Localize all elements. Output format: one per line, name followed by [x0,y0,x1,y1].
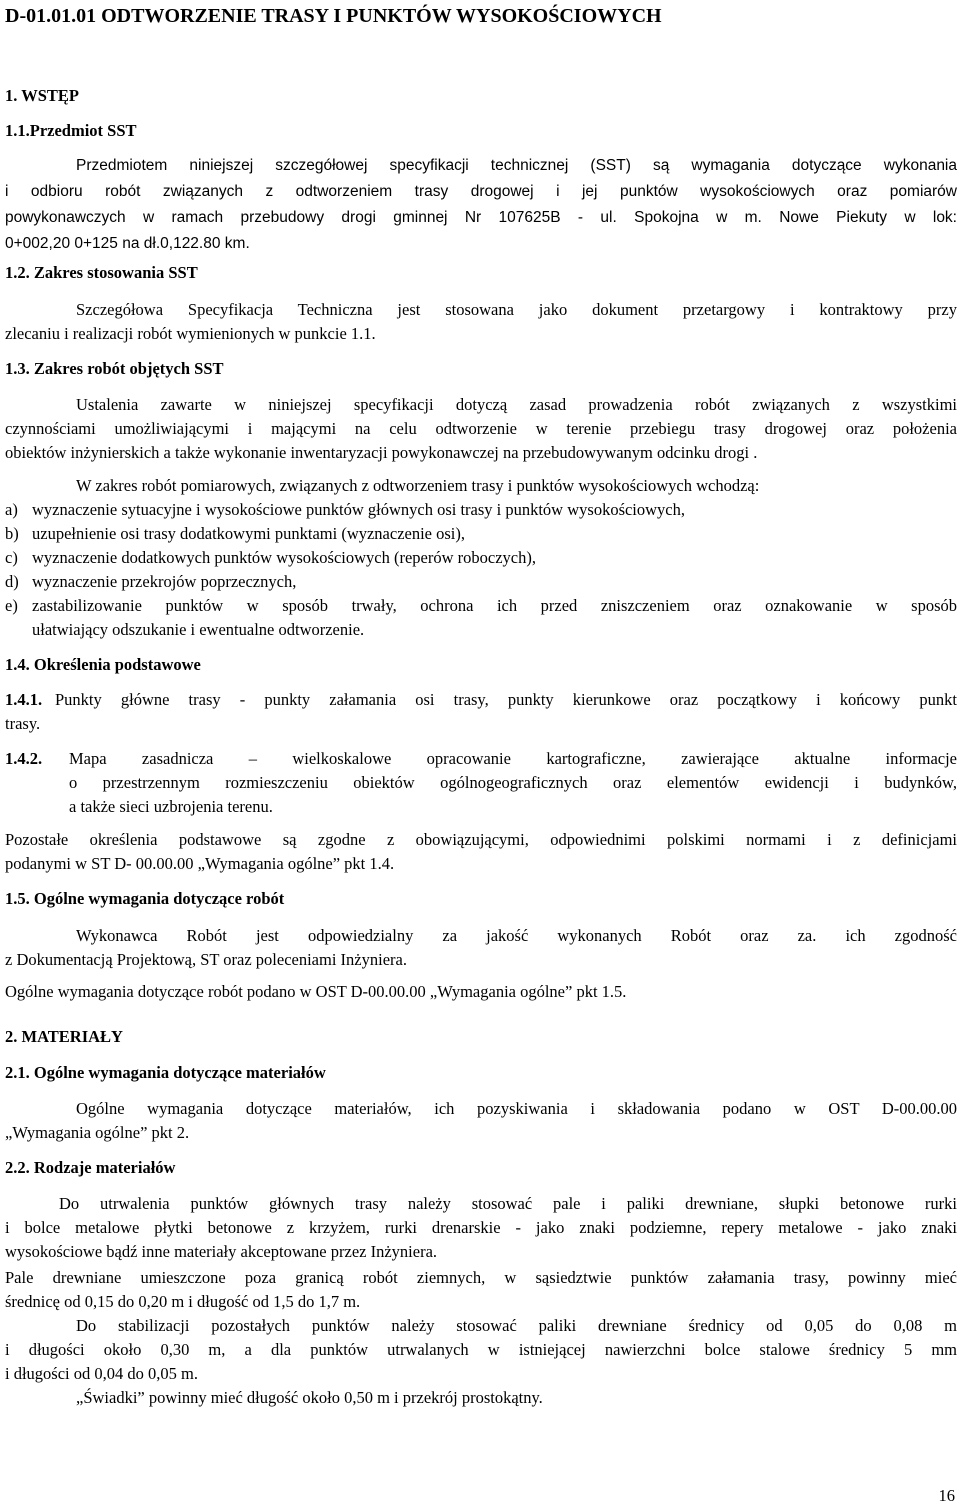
page-number: 16 [938,1486,955,1505]
p22c-line-3: i długości od 0,04 do 0,05 m. [5,1364,198,1383]
p21-line-1: Ogólne wymagania dotyczące materiałów, ich pozyskiwania i składowania podano w OST D-00.00.00 [76,1099,957,1118]
heading-1-3: 1.3. Zakres robót objętych SST [5,359,224,378]
def-1-4-2-line-1: Mapa zasadnicza – wielkoskalowe opracowanie kartograficzne, zawierające aktualne informacje [69,749,957,768]
def-1-4-2-number: 1.4.2. [5,749,43,768]
p13-line-1: Ustalenia zawarte w niniejszej specyfikacji dotyczą zasad prowadzenia robót związanych z wszystkimi [76,395,957,414]
list-item-e: zastabilizowanie punktów w sposób trwały, ochrona ich przed zniszczeniem oraz oznakowanie w sposób [32,596,957,615]
p22-line-1: Do utrwalenia punktów głównych trasy należy stosować pale i paliki drewniane, słupki betonowe rurki [59,1194,957,1213]
p14-line-1: Pozostałe określenia podstawowe są zgodne z obowiązującymi, odpowiednimi polskimi normami i z definicjami [5,830,957,849]
p22-line-2: i bolce metalowe płytki betonowe z krzyżem, rurki drenarskie - jako znaki podziemne, repery metalowe - jako znaki [5,1218,957,1237]
p15-line-1: Wykonawca Robót jest odpowiedzialny za jakość wykonanych Robót oraz za. ich zgodność [76,926,957,945]
list-item-e-cont: ułatwiający odszukanie i ewentualne odtworzenie. [32,620,365,639]
p13-line-3: obiektów inżynierskich a także wykonanie inwentaryzacji powykonawczej na przebudowywanym odcinku drogi . [5,443,758,462]
heading-1-4: 1.4. Określenia podstawowe [5,655,201,674]
heading-1-1: 1.1.Przedmiot SST [5,121,137,140]
list-item-a: wyznaczenie sytuacyjne i wysokościowe punktów głównych osi trasy i punktów wysokościowych, [32,500,686,519]
def-1-4-1-number: 1.4.1. [5,690,43,709]
document-title: D-01.01.01 ODTWORZENIE TRASY I PUNKTÓW WYSOKOŚCIOWYCH [5,5,662,27]
list-item-d: wyznaczenie przekrojów poprzecznych, [32,572,297,591]
p11-line-4: 0+002,20 0+125 na dł.0,122.80 km. [5,235,250,252]
section-heading-1: 1. WSTĘP [5,86,79,105]
list-item-c: wyznaczenie dodatkowych punktów wysokościowych (reperów roboczych), [32,548,536,567]
heading-2-1: 2.1. Ogólne wymagania dotyczące materiałów [5,1063,326,1082]
p22c-line-2: i długości około 0,30 m, a dla punktów utrwalanych w istniejącej nawierzchni bolce stalowe średnicy 5 mm [5,1340,957,1359]
p15-line-2: z Dokumentacją Projektową, ST oraz poleceniami Inżyniera. [5,950,407,969]
section-heading-2: 2. MATERIAŁY [5,1027,123,1046]
list-mark-c: c) [5,548,18,567]
list-mark-d: d) [5,572,19,591]
def-1-4-1-line-1: Punkty główne trasy - punkty załamania osi trasy, punkty kierunkowe oraz początkowy i końcowy punkt [55,690,957,709]
list-mark-e: e) [5,596,18,615]
p15-general: Ogólne wymagania dotyczące robót podano w OST D-00.00.00 „Wymagania ogólne” pkt 1.5. [5,982,627,1001]
list-mark-a: a) [5,500,18,519]
p22-line-3: wysokościowe bądź inne materiały akceptowane przez Inżyniera. [5,1242,438,1261]
p22b-line-2: średnicę od 0,15 do 0,20 m i długość od 1,5 do 1,7 m. [5,1292,361,1311]
p12-line-1: Szczegółowa Specyfikacja Techniczna jest stosowana jako dokument przetargowy i kontraktowy przy [76,300,957,319]
p11-line-1: Przedmiotem niniejszej szczegółowej specyfikacji technicznej (SST) są wymagania dotyczące wykonania [76,157,957,174]
heading-1-2: 1.2. Zakres stosowania SST [5,263,198,282]
p11-line-3: powykonawczych w ramach przebudowy drogi gminnej Nr 107625B - ul. Spokojna w m. Nowe Piekuty w lok: [5,209,957,226]
def-1-4-1-line-2: trasy. [5,714,41,733]
p22c-line-1: Do stabilizacji pozostałych punktów należy stosować paliki drewniane średnicy od 0,05 do 0,08 m [76,1316,957,1335]
p14-line-2: podanymi w ST D- 00.00.00 „Wymagania ogólne” pkt 1.4. [5,854,395,873]
p22b-line-1: Pale drewniane umieszczone poza granicą robót ziemnych, w sąsiedztwie punktów załamania trasy, powinny mieć [5,1268,957,1287]
p13-line-2: czynnościami umożliwiającymi i mającymi na celu odtworzenie w terenie przebiegu trasy drogowej oraz położenia [5,419,957,438]
p12-line-2: zlecaniu i realizacji robót wymienionych w punkcie 1.1. [5,324,376,343]
def-1-4-2-line-2: o przestrzennym rozmieszczeniu obiektów ogólnogeograficznych oraz elementów ewidencji i budynków, [69,773,957,792]
list-mark-b: b) [5,524,19,543]
p22d: „Świadki” powinny mieć długość około 0,50 m i przekrój prostokątny. [76,1388,543,1407]
def-1-4-2-line-3: a także sieci uzbrojenia terenu. [69,797,273,816]
heading-1-5: 1.5. Ogólne wymagania dotyczące robót [5,889,285,908]
p11-line-2: i odbioru robót związanych z odtworzeniem trasy drogowej i jej punktów wysokościowych oraz pomiarów [5,183,957,200]
list-item-b: uzupełnienie osi trasy dodatkowymi punktami (wyznaczenie osi), [32,524,466,543]
p13-intro: W zakres robót pomiarowych, związanych z odtworzeniem trasy i punktów wysokościowych wchodzą: [76,476,760,495]
heading-2-2: 2.2. Rodzaje materiałów [5,1158,176,1177]
p21-line-2: „Wymagania ogólne” pkt 2. [5,1123,190,1142]
